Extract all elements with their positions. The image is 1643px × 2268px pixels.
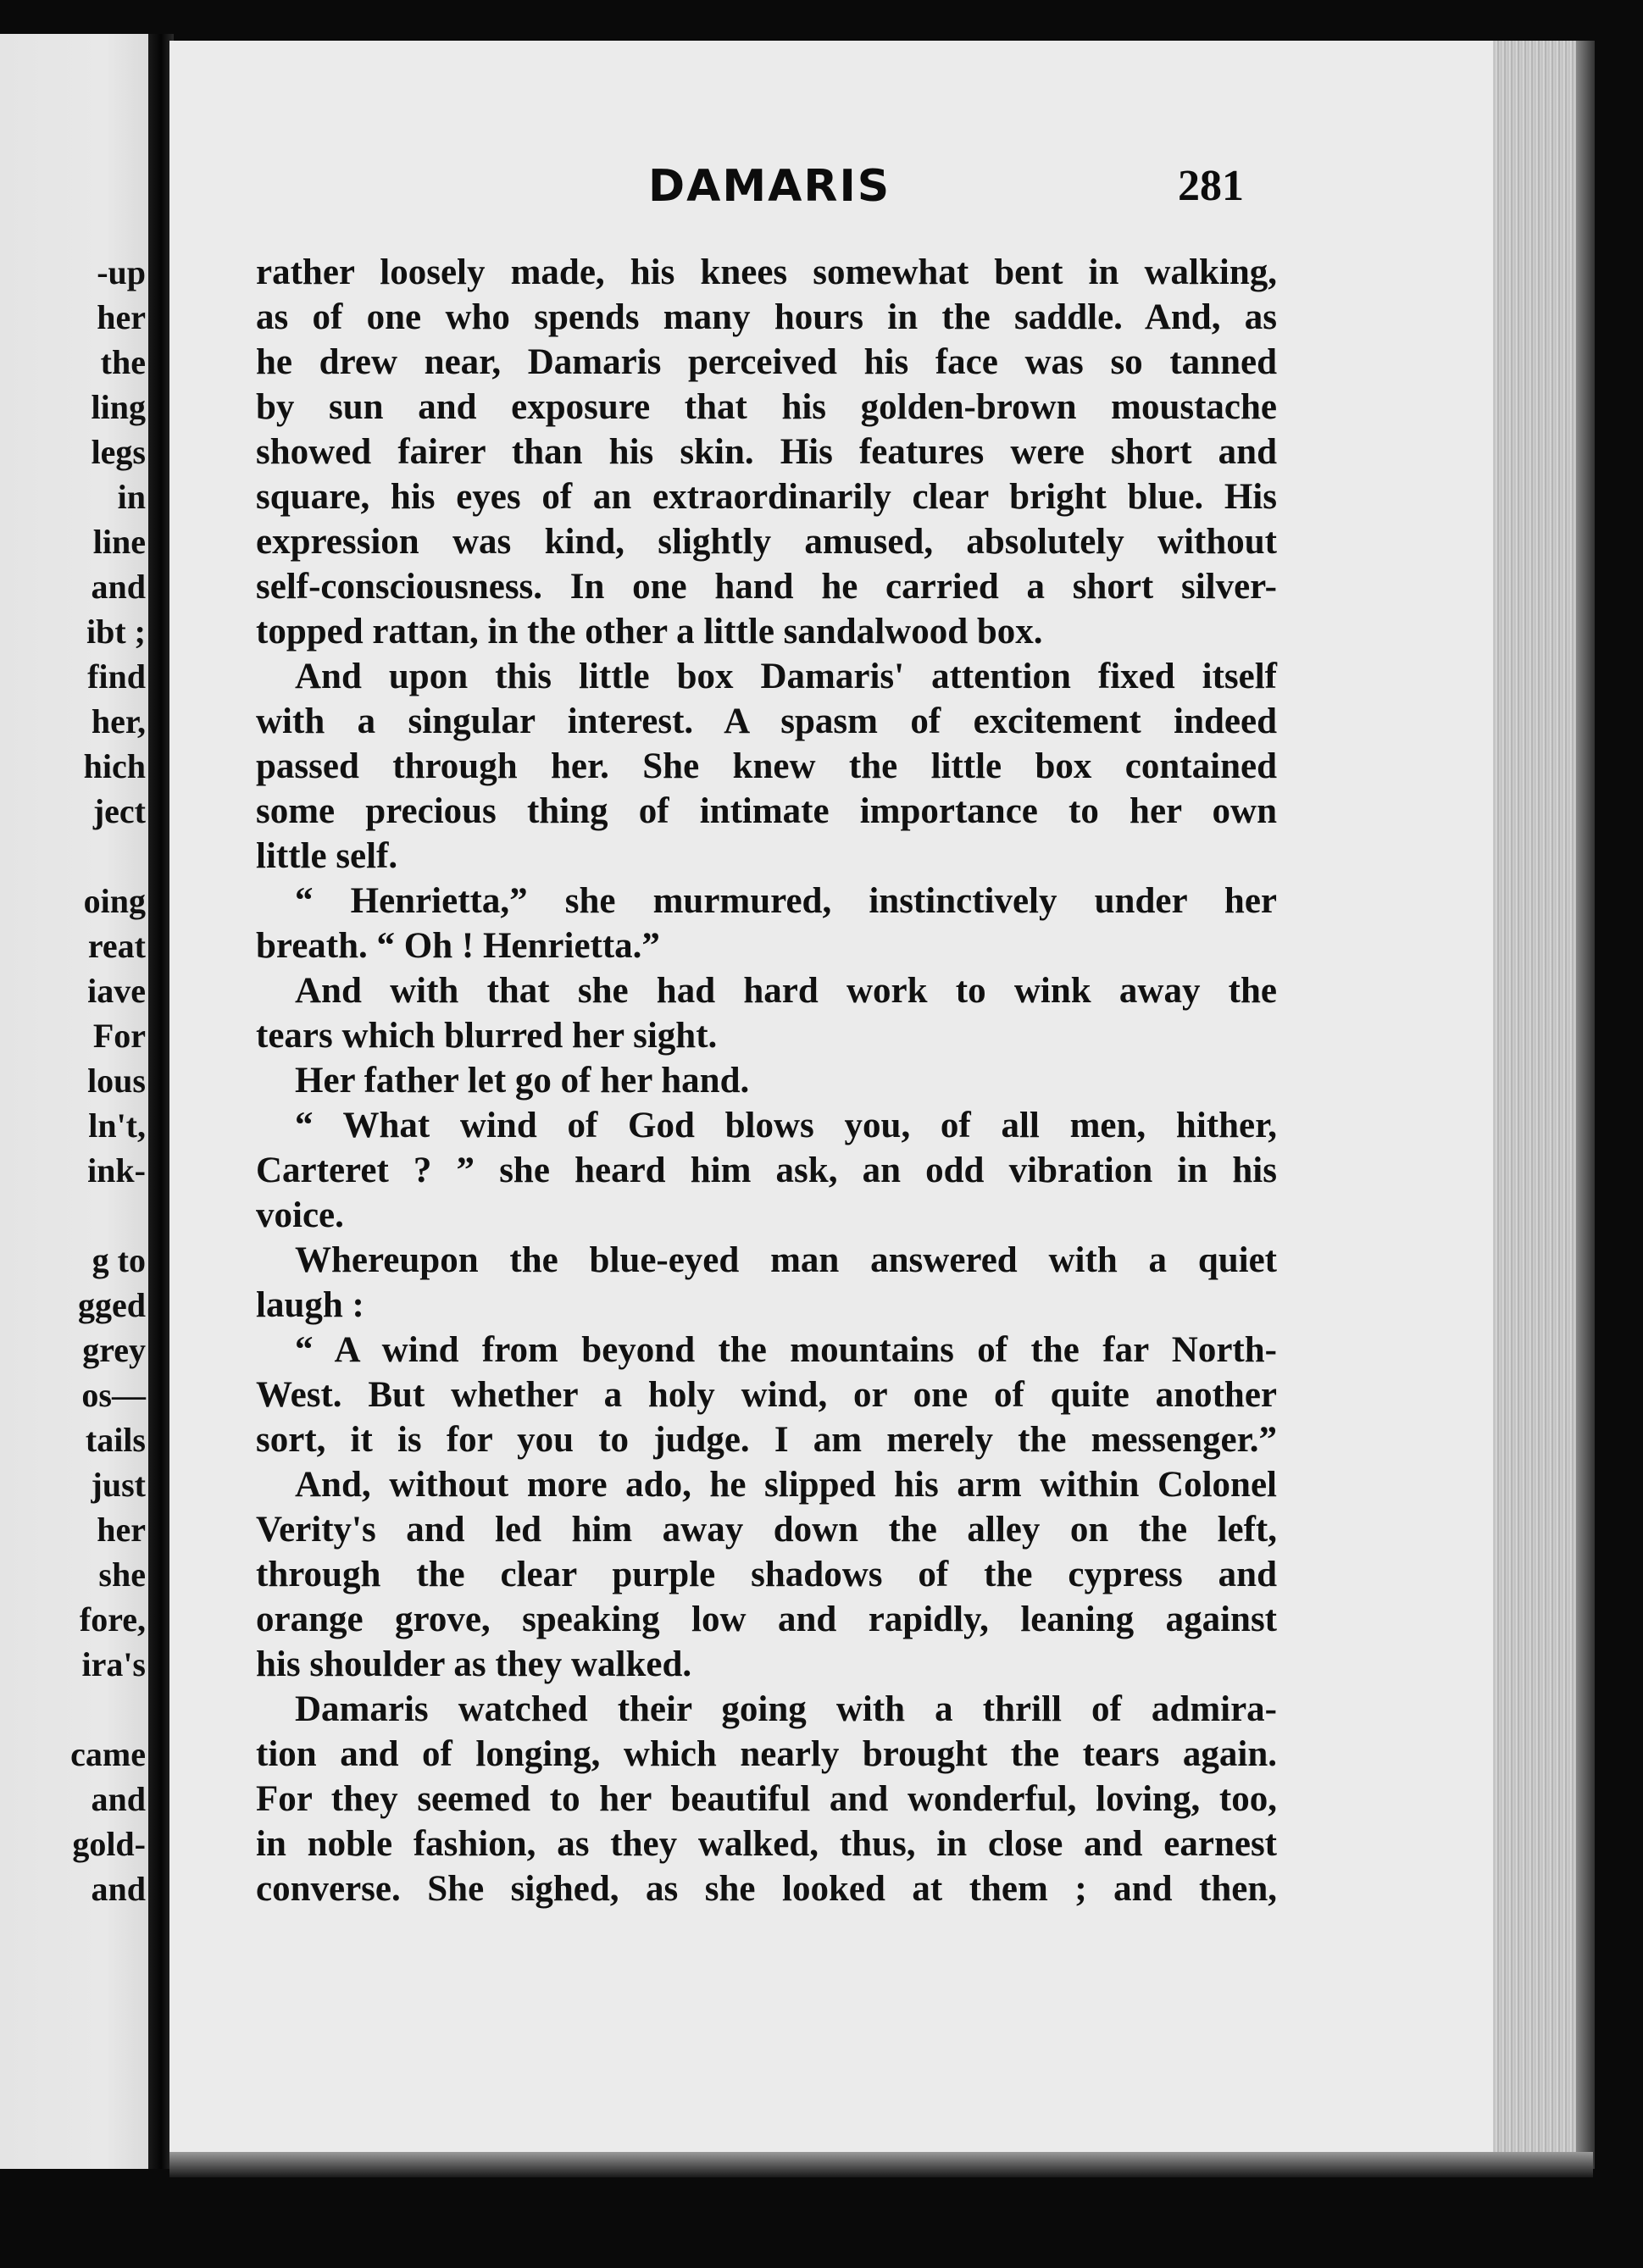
left-fragment: she [98,1555,146,1594]
left-fragment: hich [83,747,146,785]
left-fragment: oing [83,882,146,920]
left-fragment: os— [81,1376,146,1414]
left-fragment: legs [91,433,146,471]
text-line: And upon this little box Damaris' attention fixed itself [295,657,1277,696]
text-line: And with that she had hard work to wink away the [295,971,1277,1011]
text-line: breath. “ Oh ! Henrietta.” [256,926,660,966]
left-fragment: fore, [79,1600,146,1639]
text-line: through the clear purple shadows of the cypress and [256,1555,1277,1594]
left-fragment: ira's [81,1645,146,1683]
left-fragment: grey [82,1331,146,1369]
text-line: rather loosely made, his knees somewhat bent in walking, [256,252,1277,292]
left-fragment: line [92,523,146,561]
left-fragment: For [92,1017,146,1055]
text-line: passed through her. She knew the little box contained [256,746,1277,786]
left-fragment: g to [92,1241,146,1279]
text-line: little self. [256,836,398,876]
left-fragment: and [91,1870,146,1908]
text-line: “ What wind of God blows you, of all men, hither, [295,1106,1277,1145]
left-fragment: iave [87,972,146,1010]
text-line: “ Henrietta,” she murmured, instinctively under her [295,881,1277,921]
text-line: expression was kind, slightly amused, absolutely without [256,522,1277,562]
text-line: “ A wind from beyond the mountains of the far North- [295,1330,1277,1370]
text-line: in noble fashion, as they walked, thus, in close and earnest [256,1824,1277,1864]
text-line: as of one who spends many hours in the saddle. And, as [256,297,1277,337]
text-line: showed fairer than his skin. His features were short and [256,432,1277,472]
left-fragment: gged [78,1286,146,1324]
left-fragment: her [97,1511,146,1549]
left-fragment: and [91,568,146,606]
running-head: DAMARIS [648,161,891,212]
left-fragment: ink- [87,1151,146,1189]
left-fragment: just [91,1466,146,1504]
left-fragment: her [97,298,146,336]
text-line: Damaris watched their going with a thrill of admira- [295,1689,1277,1729]
text-line: some precious thing of intimate importance to her own [256,791,1277,831]
left-fragment: gold- [72,1825,146,1863]
text-line: Carteret ? ” she heard him ask, an odd vibration in his [256,1151,1277,1190]
text-line: with a singular interest. A spasm of excitement indeed [256,701,1277,741]
text-line: And, without more ado, he slipped his arm within Colonel [295,1465,1277,1505]
left-fragment: and [91,1780,146,1818]
page-bottom-shadow [169,2152,1593,2177]
left-fragment: her, [91,702,146,740]
text-line: he drew near, Damaris perceived his face was so tanned [256,342,1277,382]
left-fragment: ln't, [88,1106,146,1145]
left-fragment: reat [87,927,146,965]
text-line: Verity's and led him away down the alley on the left, [256,1510,1277,1550]
text-line: sort, it is for you to judge. I am merely the messenger.” [256,1420,1277,1460]
left-fragment: tails [85,1421,146,1459]
left-fragment: find [87,657,146,696]
text-line: square, his eyes of an extraordinarily clear bright blue. His [256,477,1277,517]
left-fragment: came [70,1735,146,1773]
text-line: Whereupon the blue-eyed man answered with a quiet [295,1240,1277,1280]
left-fragment: -up [97,253,146,291]
left-fragment: ling [91,388,146,426]
page-number: 281 [1178,162,1244,210]
text-line: West. But whether a holy wind, or one of quite another [256,1375,1277,1415]
text-line: topped rattan, in the other a little sandalwood box. [256,612,1043,652]
text-line: For they seemed to her beautiful and wonderful, loving, too, [256,1779,1277,1819]
left-fragment: ibt ; [86,613,146,651]
left-fragment: lous [87,1062,146,1100]
left-fragment: ject [92,792,146,830]
text-line: his shoulder as they walked. [256,1644,692,1684]
text-line: converse. She sighed, as she looked at them ; and then, [256,1869,1277,1909]
text-line: tion and of longing, which nearly brought the tears again. [256,1734,1277,1774]
page-edges-shadow [1576,41,1595,2169]
text-line: voice. [256,1195,344,1235]
text-line: self-consciousness. In one hand he carried a short silver- [256,567,1277,607]
left-facing-page [0,34,151,2169]
left-fragment: in [117,478,146,516]
text-line: laugh : [256,1285,364,1325]
text-line: orange grove, speaking low and rapidly, leaning against [256,1600,1277,1639]
left-fragment: the [100,343,146,381]
text-line: tears which blurred her sight. [256,1016,718,1056]
text-line: Her father let go of her hand. [295,1061,750,1101]
text-line: by sun and exposure that his golden-brown moustache [256,387,1277,427]
